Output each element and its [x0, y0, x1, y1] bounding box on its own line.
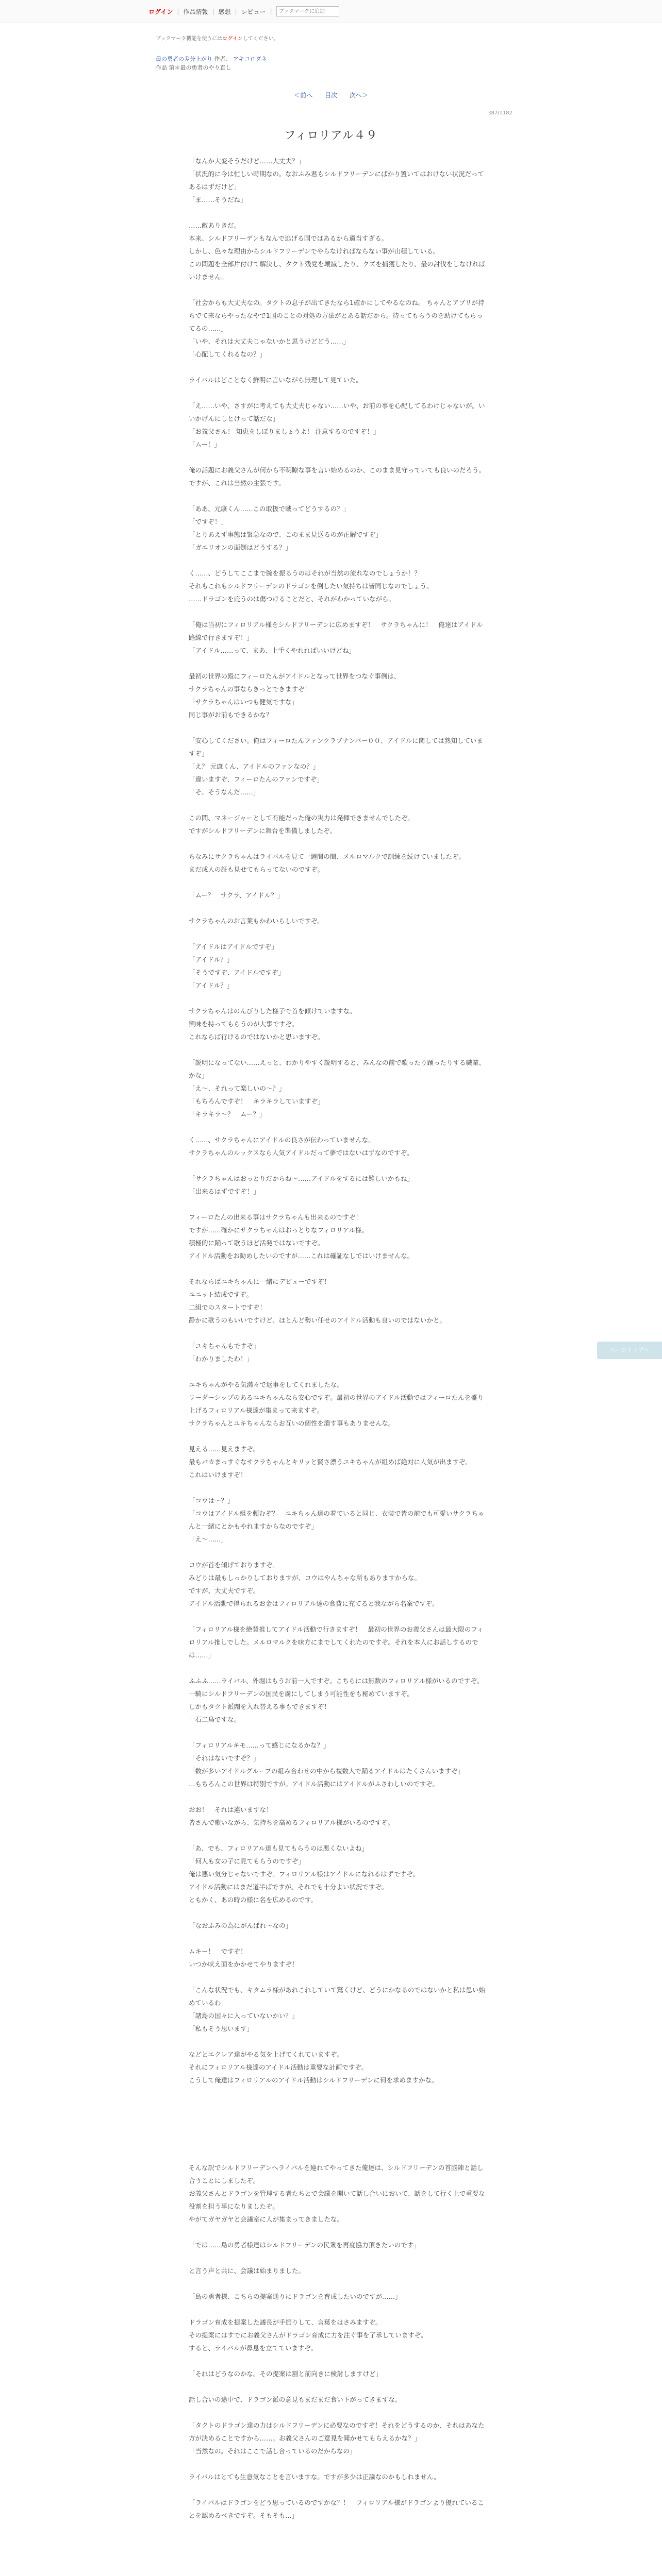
body-paragraph: 「フィロリアルキモ……って感じになるかな？」 「それはないですぞ？」 「数が多いアイドルグループの組み合わせの中から複数人で踊るアイドルはたくさんいますぞ」 …もちろんこの世界は特別ですが。アイドル活動にはアイドルがふさわしいのですぞ。 [189, 1741, 465, 1788]
paragraph-gap [189, 2354, 488, 2367]
paragraph-gap [189, 927, 488, 940]
paragraph-gap [189, 206, 488, 219]
nav-link-impressions[interactable]: 感想 [218, 8, 231, 15]
paragraph-gap [189, 2251, 488, 2264]
paragraph-gap [189, 837, 488, 850]
bookmark-notice [156, 34, 279, 42]
paragraph-gap [189, 1546, 488, 1558]
body-paragraph: 「フィロリアル様を絶賛推してアイドル活動で行きますぞ！ 最初の世界のお義父さんは最大限のフィロリアル推しでした。メルロマルクを味方にまでしてくれたのですぞ。それを本人にお話しするのでは……」 [189, 1625, 484, 1659]
body-paragraph: 「では……島の勇者様達はシルドフリーデンの民衆を再度協力頂きたいのです」 [189, 2241, 420, 2249]
paragraph-gap [189, 2380, 488, 2393]
body-paragraph: ユキちゃんがやる気満々で返事をしてくれましたな。 リーダーシップのあるユキちゃんなら安心ですぞ。最初の世界のアイドル活動ではフィーロたんを盛り上げるフィロリアル様達が集まって来ますぞ。 サクラちゃんとユキちゃんならお互いの個性を潰す事もありませんな。 [189, 1381, 484, 1427]
paragraph-gap [189, 657, 488, 670]
series-title-link[interactable]: 最の勇者の差分上がり [156, 56, 212, 62]
series-info [156, 55, 267, 72]
paragraph-gap [189, 1662, 488, 1674]
body-paragraph: 見える……見えますぞ。 最もバカまっすぐなサクラちゃんとキリッと賢さ漂うユキちゃんが組めば絶対に人気が出ますぞ。 これはいけますぞ！ [189, 1445, 472, 1479]
paragraph-gap [189, 876, 488, 889]
body-paragraph: ……敵ありきだ。 本来、シルドフリーデンもなんで逃げる国ではあるから適当すぎる。 しかし、色々な理由からシルドフリーデンでやらなければならない事が山積している。 この問題を全部片付けて解決し、タクト残党を壊滅したり、クズを捕獲したり、最の討伐をしなければいけません。 [189, 222, 485, 281]
body-paragraph: 俺の話題にお義父さんが何から不明瞭な事を言い始めるのか、このまま見守っていても良いのだろう。 ですが、これは当然の主張です。 [189, 466, 486, 487]
body-paragraph: 「なおふみの為にがんばれ～なの」 [189, 1922, 292, 1929]
paragraph-gap [189, 1198, 488, 1211]
notice-suffix: してください。 [242, 36, 279, 42]
body-paragraph: ライバルはどことなく鮮明に言いながら無理して見ていた。 [189, 376, 362, 384]
paragraph-gap [189, 1043, 488, 1056]
divider: | [270, 8, 272, 15]
notice-prefix: ブックマーク機能を使うには [156, 36, 223, 42]
paragraph-gap [189, 1932, 488, 1945]
paragraph-gap [189, 2406, 488, 2419]
paragraph-gap [189, 1430, 488, 1443]
login-link[interactable]: ログイン [148, 8, 173, 15]
chapter-body [189, 155, 488, 2535]
divider: | [177, 8, 179, 15]
body-paragraph: サクラちゃんのお言葉もかわいらしいですぞ。 [189, 917, 324, 925]
paragraph-gap [189, 1829, 488, 1842]
notice-login-link[interactable]: ログイン [222, 36, 243, 42]
paragraph-gap [189, 1327, 488, 1340]
body-paragraph: 「アイドルはアイドルですぞ」 「アイドル？」 「そうですぞ、アイドルですぞ」 「アイドル？」 [189, 943, 285, 989]
divider: | [235, 8, 237, 15]
paragraph-gap [189, 386, 488, 399]
author-link[interactable]: アキコロダネ [233, 56, 267, 62]
paragraph-gap [189, 2087, 488, 2099]
paragraph-gap [189, 361, 488, 374]
body-paragraph: おお！ それは違いますな！ 皆さんで歌いながら、気持ちを高めるフィロリアル様がいるのですぞ。 [189, 1806, 394, 1826]
paragraph-gap [189, 992, 488, 1005]
prev-link[interactable]: ＜前へ [294, 92, 313, 99]
body-paragraph: 話し合いの途中で、ドラゴン派の意見もまだまだ食い下がってきますな。 [189, 2396, 402, 2403]
paragraph-gap [189, 721, 488, 734]
body-paragraph: それならばユキちゃんに一緒にデビューですぞ！ ユニット結成ですぞ。 二組でのスタートですぞ！ 静かに歌うのもいいですけど、ほとんど勢い任せのアイドル活動も良いのではないかと。 [189, 1278, 446, 1324]
paragraph-gap [189, 554, 488, 567]
body-paragraph: 「説明になってない……えっと、わかりやすく説明すると、みんなの前で歌ったり踊ったりする職業、かな」 「え～、それって楽しいの～？」 「もちろんですぞ！ キラキラしていますぞ」 「キラキラ～？ ムー？」 [189, 1059, 486, 1118]
body-paragraph: 「あ、でも、フィロリアル達も見てもらうのは悪くないよね」 「何人も女の子に見てもらうのですぞ」 俺は悪い気分じゃないですぞ。フィロリアル様はアイドルになれるはずですぞ。 アイドル活動にはまだ道半ばですが、それでも十分よい状況ですぞ。 ともかく、あの時の様に名を広めるのです。 [189, 1844, 420, 1904]
page-top-button[interactable]: ページトップへ [597, 1342, 662, 1359]
body-paragraph: サクラちゃんはのんびりした様子で首を傾けていますな。 興味を持ってもらうのが大事ですぞ。 これならば行けるのではないかと思いますぞ。 [189, 1007, 356, 1041]
body-paragraph: 「ライバルはドラゴンをどう思っているのですかな？！ フィロリアル様がドラゴンより優れていることを認めるべきですぞ。そもそも…」 [189, 2499, 484, 2519]
paragraph-gap [189, 451, 488, 464]
body-paragraph: ドラゴン育成を提案した議長が手振りして、言葉をはさみますぞ。 その提案にはすでにお義父さんがドラゴン育成に力を注ぐ事を了承していますぞ。 すると、ライバルが鼻息を立てていますぞ。 [189, 2318, 427, 2352]
paragraph-gap [189, 1726, 488, 1739]
body-paragraph: 「なんか大変そうだけど……大丈夫？」 「状況的に今は忙しい時期なの。なおふみ君もシルドフリーデンにばかり置いてはおけない状況だってあるはずだけど」 「ま……そうだね」 [189, 157, 485, 204]
body-paragraph: ライバルはとても生意気なことを言いますな。ですが多少は正論なのかもしれません。 [189, 2473, 440, 2481]
body-paragraph: 「安心してください。俺はフィーロたんファンクラブナンバー００、アイドルに関しては熟知していますぞ」 「え？ 元康くん、アイドルのファンなの？」 「違いますぞ、フィーロたんのファンですぞ」 「そ、そうなんだ……」 [189, 737, 483, 796]
chapter-title: フィロリアル４９ [284, 129, 378, 142]
paragraph-gap [189, 1971, 488, 1984]
body-paragraph: 「タクトのドラゴン達の力はシルドフリーデンに必要なのですぞ！それをどうするのか、それはあなた方が決めることですから……。お義父さんのご意見を聞かせてもらえるかな？」 「当然なの。それはここで話し合っているのだからなの」 [189, 2421, 485, 2455]
body-paragraph: 「ああ、元康くん……この取扱で戦ってどうするの？」 「ですぞ！」 「とりあえず事態は緊急なので、このまま見送るのが正解ですぞ」 「ガエリオンの面倒はどうする？」 [189, 505, 382, 551]
body-paragraph: 「コウは～？」 「コウはアイドル組を頼むぞ？ ユキちゃん達の着ていると同じ、衣装で皆の前でも可愛いサクラちゃんと一緒にとかもやれますからなのですぞ」 「え～……」 [189, 1497, 485, 1543]
toc-link[interactable]: 目次 [324, 92, 337, 99]
nav-link-review[interactable]: レビュー [241, 8, 266, 15]
body-paragraph: 「島の勇者様、こちらの提案通りにドラゴンを育成したいのですが……」 [189, 2293, 402, 2300]
paragraph-gap [189, 1790, 488, 1803]
chapter-label: 作品 第＊最の勇者のやり直し [156, 64, 231, 71]
next-link[interactable]: 次へ＞ [349, 92, 368, 99]
paragraph-gap [189, 902, 488, 914]
paragraph-gap [189, 2035, 488, 2048]
body-paragraph: などとエクレア達がやる気を上げてくれていますぞ。 それにフィロリアル様達のアイドル活動は重要な計画ですぞ。 こうして俺達はフィロリアルのアイドル活動はシルドフリーデンに何を求めますかな。 [189, 2050, 438, 2084]
paragraph-gap [189, 2226, 488, 2239]
paragraph-gap [189, 1365, 488, 1378]
body-paragraph: 最初の世界の殿にフィーロたんがアイドルとなって世界をつなぐ事例は、 サクラちゃんの事ならきっとできますぞ！ 「サクラちゃんはいつも健気ですな」 同じ事がお前もできるかな？ [189, 672, 401, 719]
body-paragraph: そんな訳でシルドフリーデンへライバルを連れてやってきた俺達は、シルドフリーデンの首脳陣と話し合うことにしましたぞ。 お義父さんとドラゴンを管理する者たちとで会議を開いて話し合いにおいて、話をして行く上で重要な役割を担う事になりましたぞ。 やがてガヤガヤと会議室に人が集まってきましたな。 [189, 2164, 485, 2223]
paragraph-gap [189, 1121, 488, 1133]
paragraph-gap [189, 1906, 488, 1919]
body-paragraph: く……、サクラちゃんにアイドルの良さが伝わっていませんな。 サクラちゃんのルックスなら人気アイドルだって夢ではないはずなのですぞ。 [189, 1136, 413, 1157]
body-paragraph: ちなみにサクラちゃんはライバルを見て一週間の間、メルロマルクで訓練を続けていましたぞ。 まだ成人の証も見せてもらってないのですぞ。 [189, 853, 465, 873]
top-bar [0, 0, 662, 23]
body-paragraph: 「ムー？ サクラ、アイドル？」 [189, 891, 284, 899]
body-paragraph: 「俺は当初にフィロリアル様をシルドフリーデンに広めますぞ！ サクラちゃんに！ 俺達はアイドル路線で行きますぞ！」 「アイドル……って、まあ、上手くやれればいいけどね」 [189, 621, 483, 654]
body-paragraph: 「サクラちゃんはおっとりだからね～……アイドルをするには難しいかもね」 「出来るはずですぞ！」 [189, 1175, 413, 1195]
body-paragraph: 「こんな状況でも、キタムラ様があれこれしていて驚くけど、どうにかなるのではないかと私は思い始めているわ」 「諸島の国々に入っていないかい？」 「私もそう思います」 [189, 1986, 485, 2032]
bookmark-input[interactable] [276, 6, 339, 16]
body-paragraph: 「ユキちゃんもですぞ」 「わかりましたわ！」 [189, 1342, 260, 1363]
page-number: 387/1182 [488, 110, 512, 116]
paragraph-gap [189, 489, 488, 502]
top-bar-links [148, 6, 339, 16]
section-break [189, 2099, 488, 2161]
paragraph-gap [189, 2483, 488, 2496]
body-paragraph: く……、どうしてここまで腕を振るうのはそれが当然の流れなのでしょうか！？ それもこれもシルドフリーデンのドラゴンを倒したい気持ちは皆同じなのでしょう。 ……ドラゴンを庇うのは傷つけることだと、それがわかっていながら。 [189, 569, 433, 603]
body-paragraph: ふふふ……ライバル、外堀はもうお前一人ですぞ。こちらには無数のフィロリアル様がいるのですぞ。 一騎にシルドフリーデンの国民を虜にしてしまう可能性をも秘めていますぞ。 しかもタクト派閥を入れ替える事もできますぞ！ 一石二鳥ですな。 [189, 1677, 484, 1723]
paragraph-gap [189, 2522, 488, 2535]
divider: | [212, 8, 214, 15]
paragraph-gap [189, 1481, 488, 1494]
author-label: 作者： [214, 56, 231, 62]
body-paragraph: コウが首を傾げておりますぞ。 みどりは最もしっかりしておりますが、コウはやんちゃな所もありますからな。 ですが、大丈夫ですぞ。 アイドル活動で得られるお金はフィロリアル達の食費に充てると我ながら名案ですぞ。 [189, 1561, 439, 1607]
body-paragraph: 「それはどうなのかな。その提案は割と前向きに検討しますけど」 [189, 2370, 383, 2378]
paragraph-gap [189, 1159, 488, 1172]
body-paragraph: 「社会からも大丈夫なの。タクトの息子が出てきたなら1確かにしてやるなのね。 ちゃんとアブリが持ちでて来ならやったなやで1国のことの対処の方法がとある話だから。待ってもらうのを助けてもらってるの……」 「いや、それは大丈夫じゃないかと思うけどどう……」 「心配してくれるなの？」 [189, 299, 485, 358]
paragraph-gap [189, 605, 488, 618]
body-paragraph: と言う声と共に、会議は始まりました。 [189, 2267, 305, 2275]
paragraph-gap [189, 1610, 488, 1623]
body-paragraph: ムキー！ ですぞ！ いつか吠え面をかかせてやりますぞ！ [189, 1947, 299, 1968]
paragraph-gap [189, 283, 488, 296]
paragraph-gap [189, 2458, 488, 2470]
paragraph-gap [189, 2303, 488, 2316]
paragraph-gap [189, 2277, 488, 2290]
body-paragraph: フィーロたんの出来る事はサクラちゃんも出来るのですぞ！ ですが……確かにサクラちゃんはおっとりなフィロリアル様。 積極的に踊って歌うほど活発ではないですぞ。 アイドル活動をお勧めしたいのですが……これは確証なしではいけませんな。 [189, 1213, 414, 1260]
paragraph-gap [189, 1262, 488, 1275]
nav-link-info[interactable]: 作品情報 [183, 8, 208, 15]
paragraph-gap [189, 799, 488, 811]
body-paragraph: この間、マネージャーとして有能だった俺の実力は発揮できませんでしたぞ。 ですがシルドフリーデンに舞台を準備しましたぞ。 [189, 814, 414, 835]
chapter-nav [0, 91, 662, 99]
body-paragraph: 「え……いや、さすがに考えても大丈夫じゃない……いや、お前の事を心配してるわけじゃないが。いいかげんにしとけって話だな」 「お義父さん！ 知恵をしぼりましょうよ！ 注意するのですぞ！」 「ムー！」 [189, 402, 485, 448]
